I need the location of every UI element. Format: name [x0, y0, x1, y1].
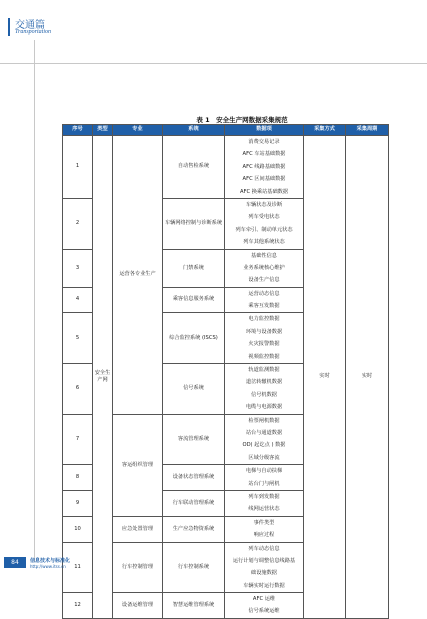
data-item: 消费交易记录	[248, 139, 280, 145]
data-item: AFC 区间基础数据	[242, 176, 286, 183]
data-items-cell	[225, 593, 304, 619]
section-subtitle: Transportation	[15, 29, 52, 35]
table-row	[63, 136, 389, 199]
journal-url: http://www.itss.cn	[30, 564, 66, 569]
data-items-cell	[225, 542, 304, 593]
specialty-cell: 运营各专业生产	[113, 136, 163, 415]
data-item: 信号系统运维	[248, 608, 280, 615]
data-item: 业务系统核心维护	[243, 264, 285, 271]
header-accent-bar	[8, 18, 10, 36]
row-number: 9	[63, 490, 93, 516]
data-spec-table	[62, 124, 389, 619]
data-item: 电力监控数据	[248, 316, 280, 323]
method-cell: 实时	[304, 136, 346, 619]
row-number: 11	[63, 542, 93, 593]
data-item: 响应过程	[253, 532, 275, 539]
data-item: 视频监控数据	[248, 353, 280, 360]
data-item: 乘客互发数据	[248, 303, 280, 310]
row-number: 3	[63, 249, 93, 287]
col-header: 数据项	[225, 125, 304, 136]
data-item: 础设施数据	[251, 570, 277, 577]
page-number: 84	[4, 557, 26, 568]
table-header-row	[63, 125, 389, 136]
row-number: 7	[63, 414, 93, 465]
row-number: 2	[63, 198, 93, 249]
system-cell: 设备状态管理系统	[163, 465, 225, 491]
period-cell: 实时	[346, 136, 389, 619]
system-cell: 行车控制系统	[163, 542, 225, 593]
data-item: 信号机数据	[251, 391, 277, 398]
system-cell: 综合监控系统 (ISCS)	[163, 313, 225, 364]
data-item: 列车受电状态	[248, 214, 280, 221]
data-item: 车辆状态及诊断	[245, 201, 283, 208]
data-item: 运营动态信息	[248, 290, 280, 297]
data-item: 基础性信息	[251, 252, 277, 259]
row-number: 4	[63, 287, 93, 313]
data-item: AFC 运维	[252, 596, 276, 603]
row-number: 5	[63, 313, 93, 364]
data-item: 运行计划与调整信息线路基	[232, 557, 296, 564]
data-items-cell	[225, 490, 304, 516]
system-cell: 生产应急物资系统	[163, 516, 225, 542]
data-item: 站台与通道数据	[245, 429, 283, 436]
data-items-cell	[225, 465, 304, 491]
data-item: 电缆与电源数据	[245, 404, 283, 411]
data-item: 列车其他系统状态	[243, 239, 285, 246]
data-items-cell	[225, 249, 304, 287]
data-item: 列车牵引、制动单元状态	[235, 226, 293, 233]
system-cell: 自动售检系统	[163, 136, 225, 199]
system-cell: 信号系统	[163, 364, 225, 415]
data-item: 区域分级客流	[248, 454, 280, 461]
section-title: 交通篇	[15, 20, 45, 31]
row-number: 6	[63, 364, 93, 415]
data-item: 轨道监测数据	[248, 367, 280, 374]
data-items-cell	[225, 364, 304, 415]
data-item: 环境与设备数据	[245, 328, 283, 335]
specialty-cell: 应急处置管理	[113, 516, 163, 542]
data-item: 道岔转辙机数据	[245, 379, 283, 386]
col-header: 专业	[113, 125, 163, 136]
table-caption: 表 1 安全生产网数据采集规范	[196, 116, 288, 124]
data-items-cell	[225, 414, 304, 465]
data-item: OD( 起讫点 ) 数据	[242, 442, 286, 449]
data-items-cell	[225, 198, 304, 249]
system-cell: 乘客信息服务系统	[163, 287, 225, 313]
header-rule	[0, 63, 427, 64]
data-item: 线网运营状态	[248, 506, 280, 513]
row-number: 1	[63, 136, 93, 199]
data-item: 检票闸机数据	[248, 417, 280, 424]
system-cell: 智慧运维管理系统	[163, 593, 225, 619]
data-item: AFC 车站基础数据	[242, 151, 286, 158]
data-items-cell	[225, 287, 304, 313]
col-header: 采集周期	[346, 125, 389, 136]
data-item: AFC 线路基础数据	[242, 163, 286, 170]
row-number: 10	[63, 516, 93, 542]
col-header: 序号	[63, 125, 93, 136]
data-item: 事件类型	[253, 519, 275, 526]
data-item: 设备生产信息	[248, 277, 280, 284]
col-header: 类型	[93, 125, 113, 136]
col-header: 采集方式	[304, 125, 346, 136]
data-items-cell	[225, 313, 304, 364]
specialty-cell: 设备运维管理	[113, 593, 163, 619]
margin-rule	[34, 40, 35, 562]
system-cell: 车辆网络控制与诊断系统	[163, 198, 225, 249]
row-number: 12	[63, 593, 93, 619]
data-item: 列车动态信息	[248, 545, 280, 552]
data-item: 车辆实时运行数据	[243, 582, 285, 589]
system-cell: 客流管理系统	[163, 414, 225, 465]
type-cell: 安全生产网	[93, 136, 113, 619]
specialty-cell: 客运组织管理	[113, 414, 163, 516]
data-item: 电梯与自动扶梯	[245, 468, 283, 475]
data-item: 火灾报警数据	[248, 341, 280, 348]
specialty-cell: 行车控制管理	[113, 542, 163, 593]
data-item: AFC 换乘站基础数据	[239, 188, 289, 195]
data-item: 站台门与闸机	[248, 480, 280, 487]
data-items-cell	[225, 136, 304, 199]
journal-name: 信息技术与标准化	[30, 558, 71, 564]
row-number: 8	[63, 465, 93, 491]
col-header: 系统	[163, 125, 225, 136]
system-cell: 门禁系统	[163, 249, 225, 287]
system-cell: 行车联动管理系统	[163, 490, 225, 516]
data-items-cell	[225, 516, 304, 542]
data-item: 列车到发数据	[248, 493, 280, 500]
